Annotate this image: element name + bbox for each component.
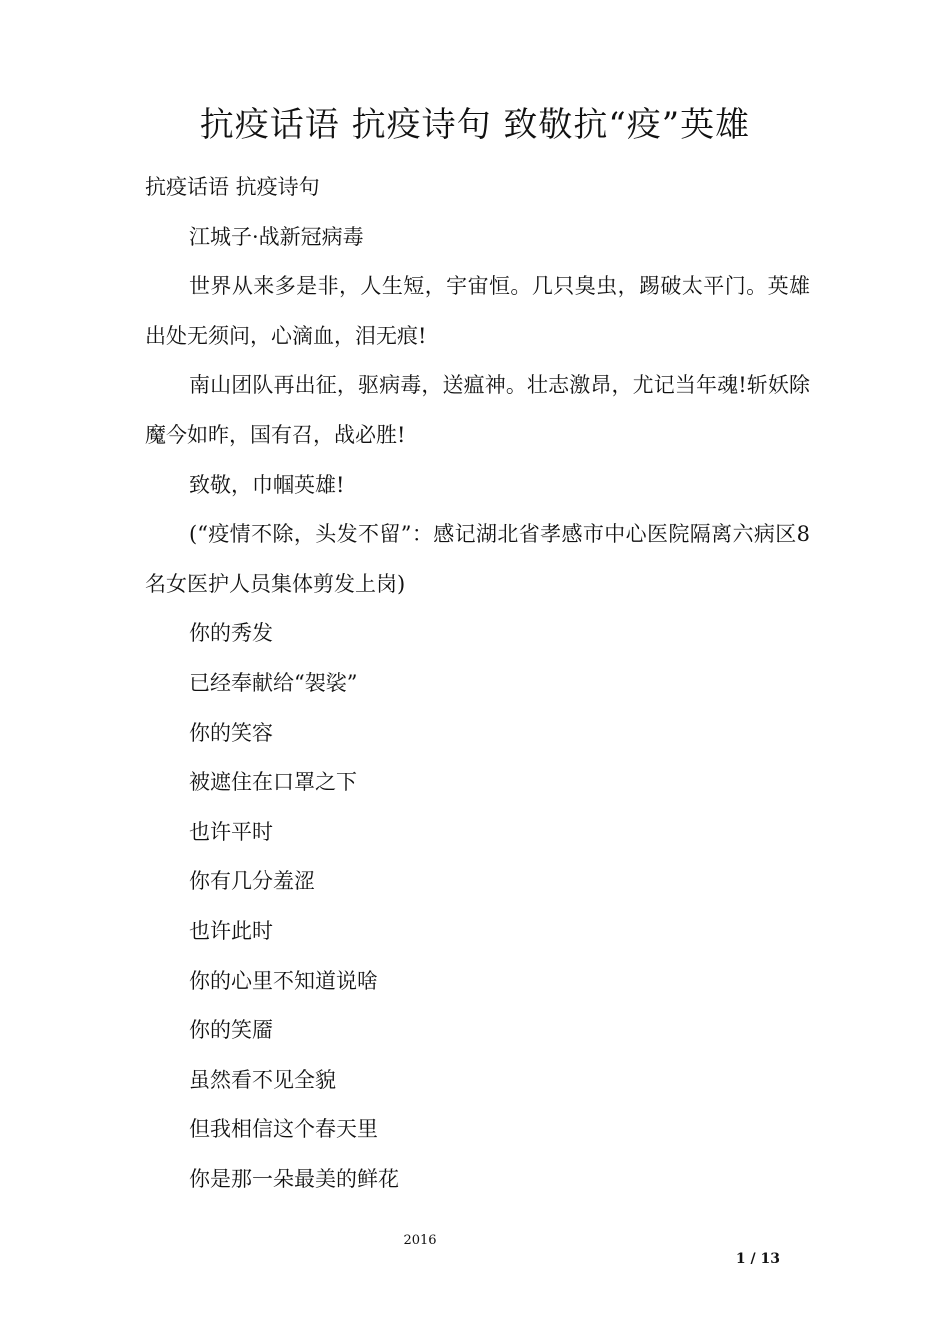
paragraph: 虽然看不见全貌 [189,1067,336,1092]
paragraph: (“疫情不除，头发不留”：感记湖北省孝感市中心医院隔离六病区8名女医护人员集体剪发上岗) [145,522,810,596]
paragraph: 也许此时 [189,918,273,943]
paragraph: 但我相信这个春天里 [189,1117,378,1142]
paragraph: 江城子·战新冠病毒 [189,224,364,249]
document-body [145,163,810,1204]
paragraph: 你的笑容 [189,720,273,745]
paragraph: 南山团队再出征，驱病毒，送瘟神。壮志激昂，尤记当年魂!斩妖除魔今如昨，国有召，战必胜! [145,373,810,447]
document-title: 抗疫话语 抗疫诗句 致敬抗“疫”英雄 [199,105,751,145]
paragraph: 世界从来多是非，人生短，宇宙恒。几只臭虫，踢破太平门。英雄出处无须问，心滴血，泪无痕! [145,274,810,348]
paragraph: 致敬，巾帼英雄! [189,472,345,497]
paragraph: 你的秀发 [189,621,273,646]
paragraph: 已经奉献给“袈裟” [189,670,358,695]
paragraph: 抗疫话语 抗疫诗句 [145,175,320,199]
paragraph: 你的心里不知道说啥 [189,968,378,993]
paragraph: 你的笑靥 [189,1018,273,1043]
footer-year: 2016 [403,1233,437,1248]
paragraph: 你是那一朵最美的鲜花 [189,1166,399,1191]
paragraph: 被遮住在口罩之下 [189,770,357,795]
paragraph: 也许平时 [189,819,273,844]
paragraph: 你有几分羞涩 [189,869,315,894]
page-number: 1 / 13 [735,1251,780,1267]
